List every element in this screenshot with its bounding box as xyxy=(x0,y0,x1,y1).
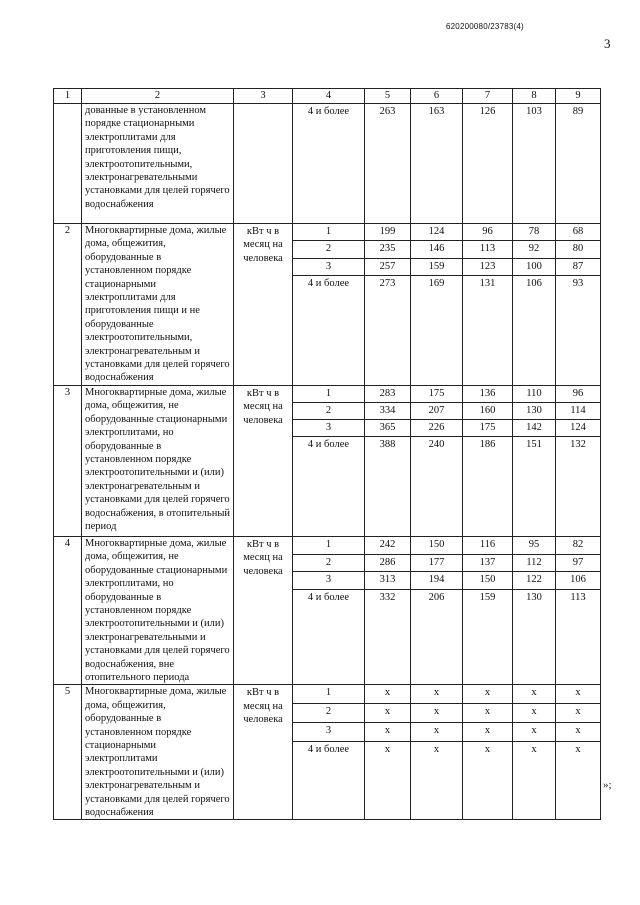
persons-cell: 2 xyxy=(293,402,365,419)
value-cell: 89 xyxy=(556,104,601,224)
document-id: 620200080/23783(4) xyxy=(446,22,524,31)
value-cell: 113 xyxy=(556,590,601,685)
value-cell: 114 xyxy=(556,402,601,419)
header-row xyxy=(54,89,601,104)
value-cell: 124 xyxy=(411,224,463,241)
value-cell: 100 xyxy=(513,258,556,275)
row-description: дованные в установленном порядке стационарными электроплитами для приготовления пищи, электроотопительными, электронагревательными установками для целей горячего водоснабжения xyxy=(82,104,234,224)
row-description: Многоквартирные дома, жилые дома, общежития, оборудованные в установленном порядке стационарными электроплитами электроотопительными и (или) электронагревательным и установками для целей горячего водоснабжения xyxy=(82,685,234,820)
persons-cell: 2 xyxy=(293,554,365,572)
column-header: 6 xyxy=(411,89,463,104)
value-cell: 96 xyxy=(463,224,513,241)
value-cell: х xyxy=(463,685,513,704)
value-cell: 206 xyxy=(411,590,463,685)
row-number: 3 xyxy=(54,385,82,536)
row-unit xyxy=(234,104,293,224)
row-unit: кВт ч в месяц на человека xyxy=(234,385,293,536)
value-cell: х xyxy=(556,723,601,742)
value-cell: 130 xyxy=(513,402,556,419)
row-description: Многоквартирные дома, жилые дома, общежития, не оборудованные стационарными электроплитами, но оборудованные в установленном порядке электроотопительными и (или) электронагревательными и установками для целей горячего водоснабжения, вне отопительного периода xyxy=(82,536,234,684)
value-cell: х xyxy=(556,742,601,820)
value-cell: 242 xyxy=(365,536,411,554)
value-cell: х xyxy=(513,685,556,704)
row-description: Многоквартирные дома, жилые дома, общежития, оборудованные в установленном порядке стационарными электроплитами для приготовления пищи и не оборудованные электроотопительными, электронагревательным и установками для целей горячего водоснабжения xyxy=(82,224,234,386)
persons-cell: 1 xyxy=(293,385,365,402)
value-cell: 123 xyxy=(463,258,513,275)
column-header: 8 xyxy=(513,89,556,104)
value-cell: 235 xyxy=(365,241,411,258)
value-cell: х xyxy=(411,723,463,742)
value-cell: 92 xyxy=(513,241,556,258)
value-cell: 87 xyxy=(556,258,601,275)
value-cell: х xyxy=(463,723,513,742)
column-header: 7 xyxy=(463,89,513,104)
value-cell: х xyxy=(463,704,513,723)
value-cell: 106 xyxy=(556,572,601,590)
column-header: 3 xyxy=(234,89,293,104)
value-cell: 313 xyxy=(365,572,411,590)
value-cell: 80 xyxy=(556,241,601,258)
value-cell: 175 xyxy=(411,385,463,402)
value-cell: 82 xyxy=(556,536,601,554)
value-cell: х xyxy=(513,704,556,723)
value-cell: 137 xyxy=(463,554,513,572)
value-cell: 207 xyxy=(411,402,463,419)
value-cell: 257 xyxy=(365,258,411,275)
persons-cell: 4 и более xyxy=(293,276,365,386)
value-cell: 130 xyxy=(513,590,556,685)
value-cell: 186 xyxy=(463,436,513,536)
value-cell: 273 xyxy=(365,276,411,386)
value-cell: 177 xyxy=(411,554,463,572)
persons-cell: 2 xyxy=(293,704,365,723)
value-cell: 151 xyxy=(513,436,556,536)
value-cell: 226 xyxy=(411,419,463,436)
table-row xyxy=(54,385,601,402)
value-cell: 136 xyxy=(463,385,513,402)
value-cell: х xyxy=(411,685,463,704)
value-cell: х xyxy=(463,742,513,820)
value-cell: 240 xyxy=(411,436,463,536)
table-row xyxy=(54,536,601,554)
column-header: 5 xyxy=(365,89,411,104)
column-header: 9 xyxy=(556,89,601,104)
value-cell: 112 xyxy=(513,554,556,572)
value-cell: х xyxy=(365,685,411,704)
value-cell: 169 xyxy=(411,276,463,386)
value-cell: 194 xyxy=(411,572,463,590)
value-cell: 286 xyxy=(365,554,411,572)
value-cell: х xyxy=(556,704,601,723)
persons-cell: 2 xyxy=(293,241,365,258)
value-cell: 159 xyxy=(463,590,513,685)
value-cell: 124 xyxy=(556,419,601,436)
value-cell: 283 xyxy=(365,385,411,402)
row-number xyxy=(54,104,82,224)
value-cell: х xyxy=(513,742,556,820)
row-unit: кВт ч в месяц на человека xyxy=(234,224,293,386)
persons-cell: 1 xyxy=(293,536,365,554)
value-cell: 263 xyxy=(365,104,411,224)
value-cell: 150 xyxy=(411,536,463,554)
value-cell: 199 xyxy=(365,224,411,241)
page-number: 3 xyxy=(604,36,611,51)
table-row xyxy=(54,224,601,241)
value-cell: 78 xyxy=(513,224,556,241)
persons-cell: 4 и более xyxy=(293,742,365,820)
value-cell: х xyxy=(411,742,463,820)
persons-cell: 1 xyxy=(293,685,365,704)
persons-cell: 3 xyxy=(293,723,365,742)
value-cell: 388 xyxy=(365,436,411,536)
value-cell: 332 xyxy=(365,590,411,685)
persons-cell: 3 xyxy=(293,258,365,275)
value-cell: х xyxy=(556,685,601,704)
row-number: 5 xyxy=(54,685,82,820)
column-header: 4 xyxy=(293,89,365,104)
tariff-table xyxy=(53,88,601,820)
row-description: Многоквартирные дома, жилые дома, общежития, не оборудованные стационарными электроплитами, но оборудованные в установленном порядке электроотопительными и (или) электронагревательным и установками для целей горячего водоснабжения, в отопительный период xyxy=(82,385,234,536)
value-cell: 175 xyxy=(463,419,513,436)
value-cell: х xyxy=(365,742,411,820)
value-cell: 95 xyxy=(513,536,556,554)
column-header: 2 xyxy=(82,89,234,104)
row-unit: кВт ч в месяц на человека xyxy=(234,536,293,684)
persons-cell: 3 xyxy=(293,419,365,436)
continuation-row xyxy=(54,104,601,224)
table-row xyxy=(54,685,601,704)
persons-cell: 4 и более xyxy=(293,436,365,536)
value-cell: 103 xyxy=(513,104,556,224)
value-cell: 113 xyxy=(463,241,513,258)
value-cell: х xyxy=(411,704,463,723)
value-cell: х xyxy=(513,723,556,742)
column-header: 1 xyxy=(54,89,82,104)
value-cell: 122 xyxy=(513,572,556,590)
row-unit: кВт ч в месяц на человека xyxy=(234,685,293,820)
value-cell: 110 xyxy=(513,385,556,402)
value-cell: 159 xyxy=(411,258,463,275)
value-cell: 163 xyxy=(411,104,463,224)
value-cell: 146 xyxy=(411,241,463,258)
persons-cell: 1 xyxy=(293,224,365,241)
value-cell: х xyxy=(365,704,411,723)
value-cell: 97 xyxy=(556,554,601,572)
value-cell: 68 xyxy=(556,224,601,241)
value-cell: 160 xyxy=(463,402,513,419)
value-cell: 150 xyxy=(463,572,513,590)
closing-quote: »; xyxy=(603,779,612,791)
value-cell: 126 xyxy=(463,104,513,224)
value-cell: 142 xyxy=(513,419,556,436)
value-cell: 96 xyxy=(556,385,601,402)
row-number: 4 xyxy=(54,536,82,684)
value-cell: 132 xyxy=(556,436,601,536)
value-cell: 334 xyxy=(365,402,411,419)
row-number: 2 xyxy=(54,224,82,386)
value-cell: 116 xyxy=(463,536,513,554)
persons-cell: 4 и более xyxy=(293,590,365,685)
value-cell: 93 xyxy=(556,276,601,386)
value-cell: х xyxy=(365,723,411,742)
value-cell: 131 xyxy=(463,276,513,386)
persons-cell: 4 и более xyxy=(293,104,365,224)
value-cell: 106 xyxy=(513,276,556,386)
persons-cell: 3 xyxy=(293,572,365,590)
value-cell: 365 xyxy=(365,419,411,436)
